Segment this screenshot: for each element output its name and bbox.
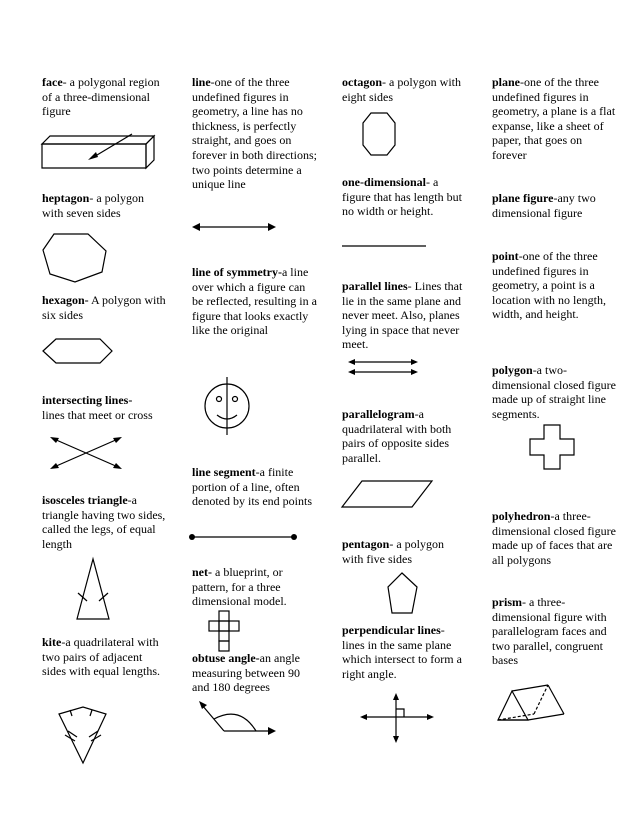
definition-face: - a polygonal region of a three-dimensional figure: [42, 75, 160, 119]
entry-point: [492, 249, 618, 322]
entry-parallel-lines: [342, 279, 468, 352]
face-figure-icon: [40, 132, 158, 174]
term-heptagon: heptagon: [42, 191, 90, 205]
term-point: point: [492, 249, 519, 263]
cross-polygon-icon: [528, 423, 578, 473]
entry-intersecting-lines: [42, 393, 168, 422]
term-octagon: octagon: [342, 75, 382, 89]
term-parallel-lines: parallel lines: [342, 279, 408, 293]
entry-perpendicular-lines: [342, 623, 468, 681]
definition-line-segment: -a finite portion of a line, often denoted by its end points: [192, 465, 312, 509]
entry-obtuse-angle: [192, 651, 318, 695]
term-pentagon: pentagon: [342, 537, 390, 551]
term-perpendicular-lines: perpendicular lines: [342, 623, 441, 637]
definition-line-of-symmetry: a line over which a figure can be reflected, resulting in a figure that looks exactly like the original: [192, 265, 317, 338]
entry-one-dimensional: [342, 175, 468, 219]
entry-isosceles-triangle: [42, 493, 168, 551]
one-dimensional-segment-icon: [342, 243, 428, 249]
parallel-lines-icon: [348, 357, 418, 377]
term-line: line: [192, 75, 211, 89]
term-face: face: [42, 75, 63, 89]
definition-polyhedron: -a three-dimensional closed figure made up of faces that are all polygons: [492, 509, 616, 567]
glossary-column-1: [42, 75, 168, 815]
heptagon-icon: [42, 231, 108, 285]
term-plane: plane: [492, 75, 521, 89]
glossary-column-2: [192, 75, 318, 815]
definition-obtuse-angle: an angle measuring between 90 and 180 degrees: [192, 651, 300, 695]
isosceles-triangle-icon: [67, 557, 123, 623]
term-prism: prism: [492, 595, 522, 609]
line-icon: [192, 221, 276, 233]
term-hexagon: hexagon-: [42, 293, 89, 307]
definition-line: -one of the three undefined figures in geometry, a line has no thickness, is perfectly straight, and goes on forever in both directions; two points determine a unique line: [192, 75, 317, 192]
net-icon: [208, 610, 242, 654]
definition-octagon: - a polygon with eight sides: [342, 75, 461, 104]
entry-face: [42, 75, 168, 119]
definition-isosceles-triangle: -a triangle having two sides, called the legs, of equal length: [42, 493, 166, 551]
entry-net: [192, 565, 318, 609]
hexagon-icon: [42, 337, 114, 365]
definition-point: -one of the three undefined figures in geometry, a point is a location with no length, width, and height.: [492, 249, 606, 322]
entry-polygon: [492, 363, 618, 421]
entry-line: [192, 75, 318, 192]
entry-parallelogram: [342, 407, 468, 465]
term-polygon: polygon: [492, 363, 533, 377]
term-plane-figure: plane figure: [492, 191, 554, 205]
parallelogram-icon: [342, 479, 434, 509]
line-segment-icon: [188, 531, 300, 543]
definition-plane-figure: -any two dimensional figure: [492, 191, 596, 220]
definition-parallelogram: -a quadrilateral with both pairs of opposite sides parallel.: [342, 407, 452, 465]
entry-line-of-symmetry: [192, 265, 318, 338]
definition-hexagon: A polygon with six sides: [42, 293, 166, 322]
term-polyhedron: polyhedron: [492, 509, 551, 523]
term-kite: kite: [42, 635, 62, 649]
term-line-of-symmetry: line of symmetry-: [192, 265, 282, 279]
definition-plane: -one of the three undefined figures in geometry, a plane is a flat expanse, like a sheet of paper, that goes on forever: [492, 75, 616, 162]
entry-polyhedron: [492, 509, 618, 567]
entry-plane-figure: [492, 191, 618, 220]
term-net: net-: [192, 565, 212, 579]
definition-perpendicular-lines: - lines in the same plane which intersect to form a right angle.: [342, 623, 462, 681]
octagon-icon: [360, 111, 398, 157]
definition-pentagon: - a polygon with five sides: [342, 537, 444, 566]
definition-intersecting-lines: lines that meet or cross: [42, 407, 153, 422]
definition-parallel-lines: - Lines that lie in the same plane and never meet. Also, planes lying in space that never meet.: [342, 279, 463, 352]
glossary-column-3: [342, 75, 468, 815]
term-line-segment: line segment: [192, 465, 256, 479]
term-isosceles-triangle: isosceles triangle: [42, 493, 128, 507]
triangular-prism-icon: [494, 683, 568, 723]
smiley-face-icon: [202, 375, 252, 437]
entry-octagon: [342, 75, 468, 104]
entry-plane: [492, 75, 618, 163]
kite-icon: [56, 705, 110, 767]
definition-net: a blueprint, or pattern, for a three dimensional model.: [192, 565, 287, 609]
entry-line-segment: [192, 465, 318, 509]
entry-pentagon: [342, 537, 468, 566]
definition-prism: - a three-dimensional figure with parallelogram faces and two parallel, congruent bases: [492, 595, 607, 668]
definition-kite: -a quadrilateral with two pairs of adjacent sides with equal lengths.: [42, 635, 160, 679]
definition-one-dimensional: - a figure that has length but no width or height.: [342, 175, 462, 219]
definition-heptagon: - a polygon with seven sides: [42, 191, 144, 220]
obtuse-angle-icon: [196, 697, 276, 737]
glossary-column-4: [492, 75, 618, 815]
entry-heptagon: [42, 191, 168, 220]
entry-prism: [492, 595, 618, 668]
term-intersecting-lines: intersecting lines-: [42, 393, 133, 407]
definition-polygon: -a two-dimensional closed figure made up of straight line segments.: [492, 363, 616, 421]
term-parallelogram: parallelogram: [342, 407, 415, 421]
entry-kite: [42, 635, 168, 679]
perpendicular-lines-icon: [360, 693, 434, 743]
entry-hexagon: [42, 293, 168, 322]
pentagon-icon: [386, 571, 420, 615]
term-one-dimensional: one-dimensional: [342, 175, 427, 189]
intersecting-lines-icon: [48, 435, 124, 471]
term-obtuse-angle: obtuse angle-: [192, 651, 260, 665]
